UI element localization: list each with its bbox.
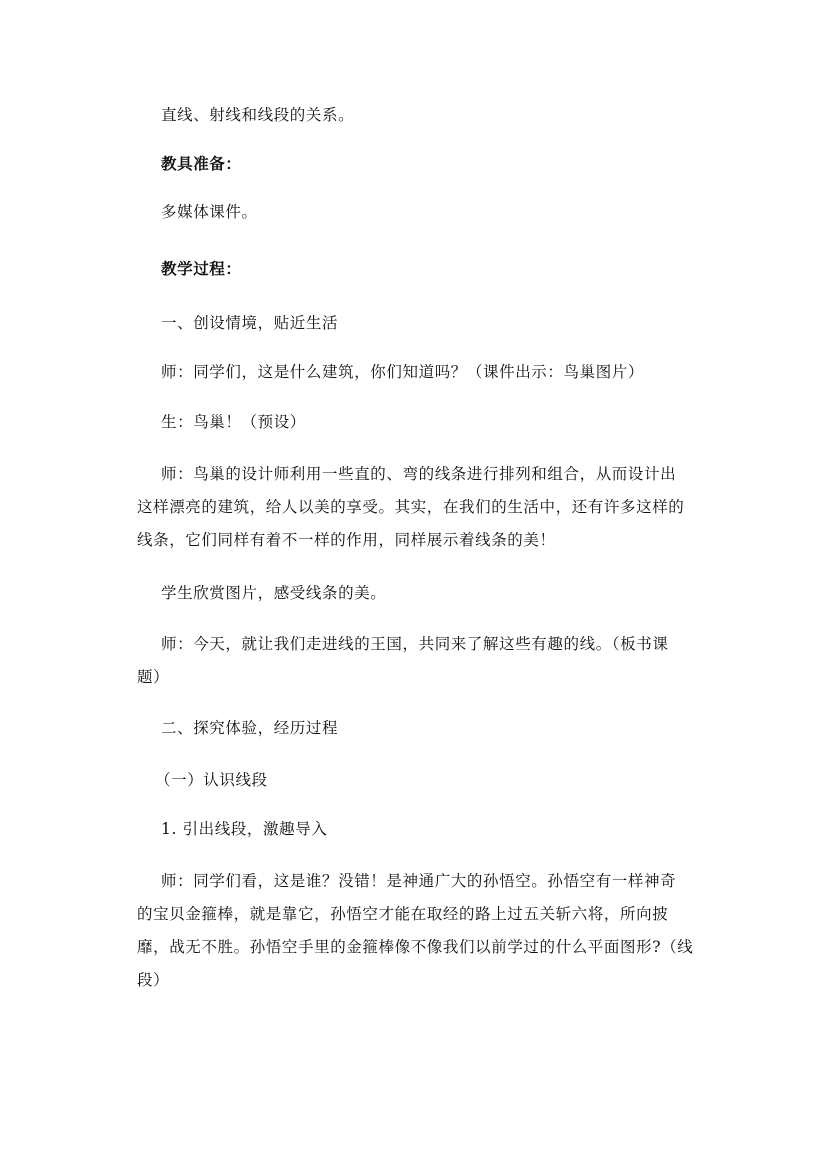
paragraph <box>137 196 707 229</box>
text-line: 多媒体课件。 <box>161 203 258 221</box>
text-line: 师：鸟巢的设计师利用一些直的、弯的线条进行排列和组合，从而设计出 <box>161 465 677 483</box>
text-line: 线条，它们同样有着不一样的作用，同样展示着线条的美！ <box>137 531 556 549</box>
paragraph <box>137 764 707 797</box>
text-line: 师：同学们，这是什么建筑，你们知道吗？（课件出示：鸟巢图片） <box>161 363 645 381</box>
text-line: 师：同学们看，这是谁？没错！是神通广大的孙悟空。孙悟空有一样神奇 <box>161 872 677 890</box>
paragraph <box>137 458 707 557</box>
text-line: 师：今天，就让我们走进线的王国，共同来了解这些有趣的线。（板书课 <box>161 635 669 653</box>
paragraph <box>137 406 707 439</box>
text-line: 生：鸟巢！（预设） <box>161 413 306 431</box>
text-line: 直线、射线和线段的关系。 <box>161 106 355 124</box>
text-line: 靡，战无不胜。孙悟空手里的金箍棒像不像我们以前学过的什么平面图形?（线 <box>137 938 694 956</box>
paragraph <box>137 99 707 132</box>
paragraph <box>137 628 707 694</box>
text-line: 教具准备： <box>161 154 242 173</box>
text-line: 学生欣赏图片，感受线条的美。 <box>161 584 387 602</box>
text-line: 1. 引出线段，激趣导入 <box>161 820 328 838</box>
text-line: 一、创设情境，贴近生活 <box>161 314 339 332</box>
text-line: 的宝贝金箍棒，就是靠它，孙悟空才能在取经的路上过五关斩六将，所向披 <box>137 905 669 923</box>
paragraph <box>137 712 707 745</box>
text-line: 二、探究体验，经历过程 <box>161 719 339 737</box>
section-heading-teaching-aids <box>137 147 707 180</box>
text-line: 教学过程： <box>161 259 242 278</box>
paragraph <box>137 865 707 997</box>
section-heading-teaching-process <box>137 252 707 285</box>
paragraph <box>137 813 707 846</box>
text-line: （一）认识线段 <box>155 771 268 789</box>
paragraph <box>137 307 707 340</box>
text-line: 题） <box>137 668 170 686</box>
text-line: 这样漂亮的建筑，给人以美的享受。其实，在我们的生活中，还有许多这样的 <box>137 498 685 516</box>
paragraph <box>137 577 707 610</box>
paragraph <box>137 356 707 389</box>
text-line: 段） <box>137 971 170 989</box>
